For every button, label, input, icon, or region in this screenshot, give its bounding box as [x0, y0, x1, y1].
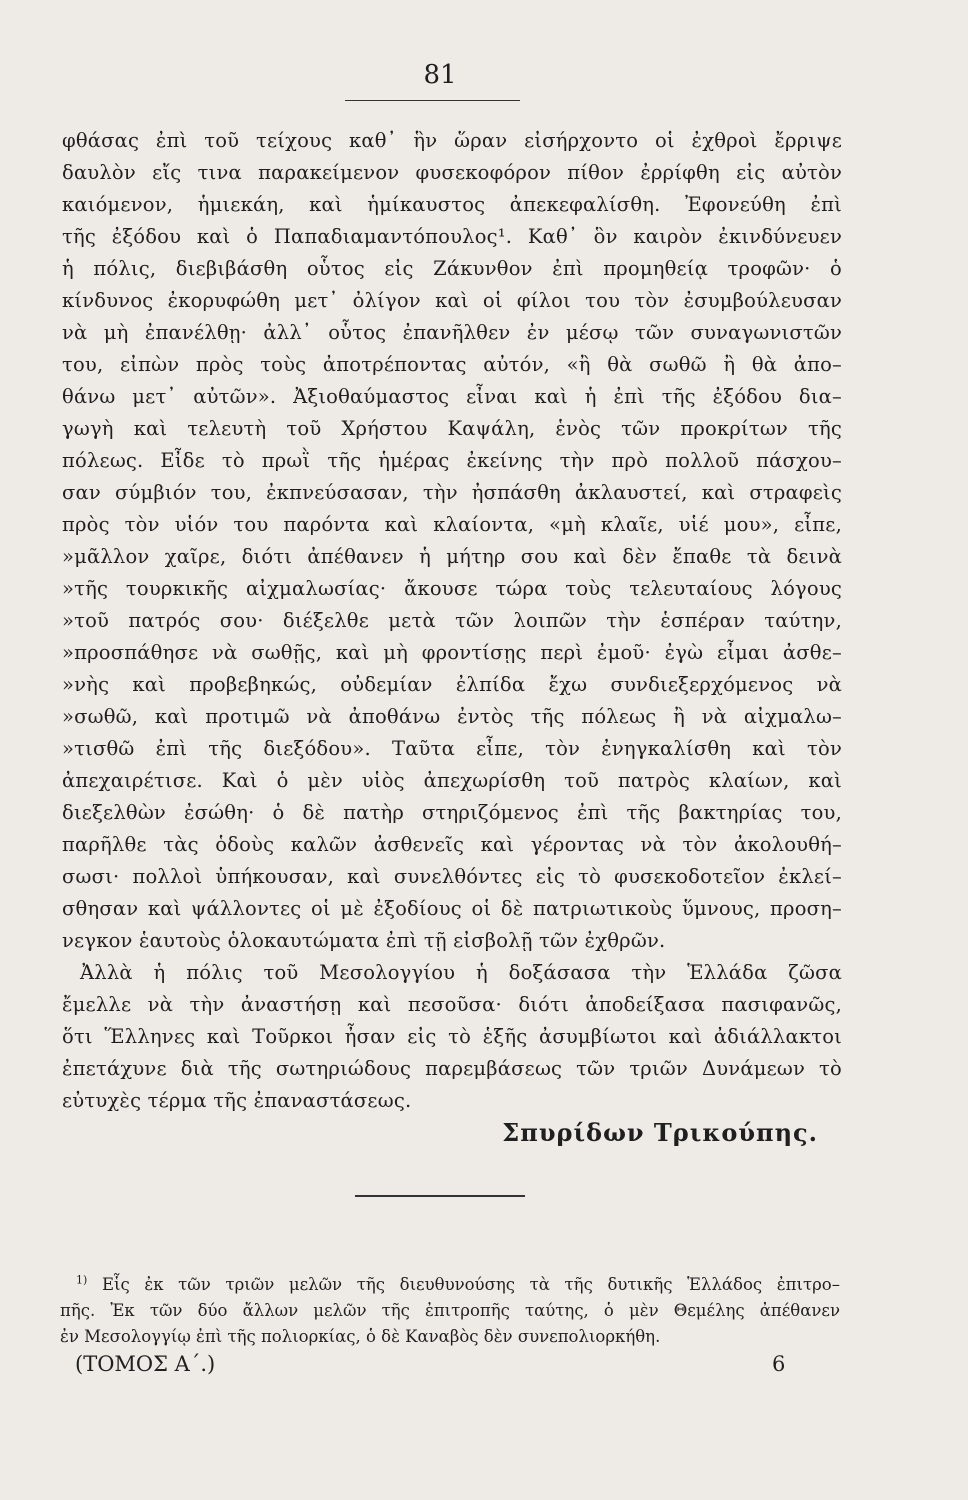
body-line: καιόμενον, ἡμιεκάη, καὶ ἡμίκαυστος ἀπεκεφαλίσθη. Ἐφονεύθη ἐπὶ	[62, 193, 842, 216]
body-line: φθάσας ἐπὶ τοῦ τείχους καθ᾽ ἣν ὥραν εἰσήρχοντο οἱ ἐχθροὶ ἔρριψε	[62, 129, 842, 152]
body-line: ὅτι Ἕλληνες καὶ Τοῦρκοι ἦσαν εἰς τὸ ἑξῆς ἀσυμβίωτοι καὶ ἀδιάλλακτοι	[62, 1025, 842, 1048]
signature-rule	[355, 1195, 525, 1197]
body-line: θάνω μετ᾽ αὐτῶν». Ἀξιοθαύμαστος εἶναι καὶ ἡ ἐπὶ τῆς ἐξόδου δια–	[62, 385, 842, 408]
body-line: σαν σύμβιόν του, ἐκπνεύσασαν, τὴν ἠσπάσθη ἀκλαυστεί, καὶ στραφεὶς	[62, 481, 842, 504]
body-line: ἐπετάχυνε διὰ τῆς σωτηριώδους παρεμβάσεως τῶν τριῶν Δυνάμεων τὸ	[62, 1057, 842, 1080]
footnote-line	[60, 1272, 840, 1298]
body-line: »σωθῶ, καὶ προτιμῶ νὰ ἀποθάνω ἐντὸς τῆς πόλεως ἢ νὰ αἰχμαλω–	[62, 705, 842, 728]
footnotes	[60, 1272, 840, 1350]
body-line: ἔμελλε νὰ τὴν ἀναστήσῃ καὶ πεσοῦσα· διότι ἀποδείξασα πασιφανῶς,	[62, 993, 842, 1016]
footnote-line: ἐν Μεσολογγίῳ ἐπὶ τῆς πολιορκίας, ὁ δὲ Καναβὸς δὲν συνεπολιορκήθη.	[60, 1327, 661, 1346]
body-line: παρῆλθε τὰς ὁδοὺς καλῶν ἀσθενεῖς καὶ γέροντας νὰ τὸν ἀκολουθή–	[62, 833, 842, 856]
body-line: »τισθῶ ἐπὶ τῆς διεξόδου». Ταῦτα εἶπε, τὸν ἐνηγκαλίσθη καὶ τὸν	[62, 737, 842, 760]
body-line: ἀπεχαιρέτισε. Καὶ ὁ μὲν υἱὸς ἀπεχωρίσθη τοῦ πατρὸς κλαίων, καὶ	[62, 769, 842, 792]
body-line: γωγὴ καὶ τελευτὴ τοῦ Χρήστου Καψάλη, ἑνὸς τῶν προκρίτων τῆς	[62, 417, 842, 440]
body-line: Ἀλλὰ ἡ πόλις τοῦ Μεσολογγίου ἡ δοξάσασα τὴν Ἑλλάδα ζῶσα	[80, 961, 842, 984]
body-line: νεγκον ἑαυτοὺς ὁλοκαυτώματα ἐπὶ τῇ εἰσβολῇ τῶν ἐχθρῶν.	[62, 929, 666, 952]
body-line: τῆς ἐξόδου καὶ ὁ Παπαδιαμαντόπουλος¹. Καθ᾽ ὃν καιρὸν ἐκινδύνευεν	[62, 225, 842, 248]
body-line: κίνδυνος ἐκορυφώθη μετ᾽ ὀλίγον καὶ οἱ φίλοι του τὸν ἐσυμβούλευσαν	[62, 289, 842, 312]
body-line: »τῆς τουρκικῆς αἰχμαλωσίας· ἄκουσε τώρα τοὺς τελευταίους λόγους	[62, 577, 842, 600]
page-number: 81	[423, 60, 457, 90]
body-line: »νὴς καὶ προβεβηκώς, οὐδεμίαν ἐλπίδα ἔχω συνδιεξερχόμενος νὰ	[62, 673, 842, 696]
signature: Σπυρίδων Τρικούπης.	[502, 1118, 818, 1147]
body-line: »τοῦ πατρός σου· διέξελθε μετὰ τῶν λοιπῶν τὴν ἑσπέραν ταύτην,	[62, 609, 842, 632]
body-line: πόλεως. Εἶδε τὸ πρωῒ τῆς ἡμέρας ἐκείνης τὴν πρὸ πολλοῦ πάσχου–	[62, 449, 842, 472]
volume-label: (ΤΟΜΟΣ Α΄.)	[75, 1352, 216, 1376]
body-line: ἡ πόλις, διεβιβάσθη οὗτος εἰς Ζάκυνθον ἐπὶ προμηθείᾳ τροφῶν· ὁ	[62, 257, 842, 280]
body-line: διεξελθὼν ἐσώθη· ὁ δὲ πατὴρ στηριζόμενος ἐπὶ τῆς βακτηρίας του,	[62, 801, 842, 824]
footnote-line: πῆς. Ἐκ τῶν δύο ἄλλων μελῶν τῆς ἐπιτροπῆς ταύτης, ὁ μὲν Θεμέλης ἀπέθανεν	[60, 1301, 840, 1320]
body-line: »μᾶλλον χαῖρε, διότι ἀπέθανεν ἡ μήτηρ σου καὶ δὲν ἔπαθε τὰ δεινὰ	[62, 545, 842, 568]
body-line: »προσπάθησε νὰ σωθῇς, καὶ μὴ φροντίσῃς περὶ ἐμοῦ· ἐγὼ εἶμαι ἀσθε–	[62, 641, 842, 664]
page-number-rule	[345, 100, 520, 101]
body-line: σθησαν καὶ ψάλλοντες οἱ μὲ ἐξοδίους οἱ δὲ πατριωτικοὺς ὕμνους, προση–	[62, 897, 842, 920]
body-text	[62, 125, 842, 1117]
body-line: σωσι· πολλοὶ ὑπήκουσαν, καὶ συνελθόντες εἰς τὸ φυσεκοδοτεῖον ἐκλεί–	[62, 865, 842, 888]
body-line: πρὸς τὸν υἱόν του παρόντα καὶ κλαίοντα, «μὴ κλαῖε, υἱέ μου», εἶπε,	[62, 513, 842, 536]
footnote-text: Εἷς ἐκ τῶν τριῶν μελῶν τῆς διευθυνούσης τὰ τῆς δυτικῆς Ἑλλάδος ἐπιτρο–	[101, 1275, 840, 1294]
footnote-marker: 1)	[76, 1273, 88, 1287]
sheet-number: 6	[772, 1352, 786, 1376]
body-line: του, εἰπὼν πρὸς τοὺς ἀποτρέποντας αὐτόν, «ἢ θὰ σωθῶ ἢ θὰ ἀπο–	[62, 353, 842, 376]
body-line: νὰ μὴ ἐπανέλθῃ· ἀλλ᾽ οὗτος ἐπανῆλθεν ἐν μέσῳ τῶν συναγωνιστῶν	[62, 321, 842, 344]
body-line: εὐτυχὲς τέρμα τῆς ἐπαναστάσεως.	[62, 1089, 412, 1112]
body-line: δαυλὸν εἴς τινα παρακείμενον φυσεκοφόρον πίθον ἐρρίφθη εἰς αὐτὸν	[62, 161, 842, 184]
